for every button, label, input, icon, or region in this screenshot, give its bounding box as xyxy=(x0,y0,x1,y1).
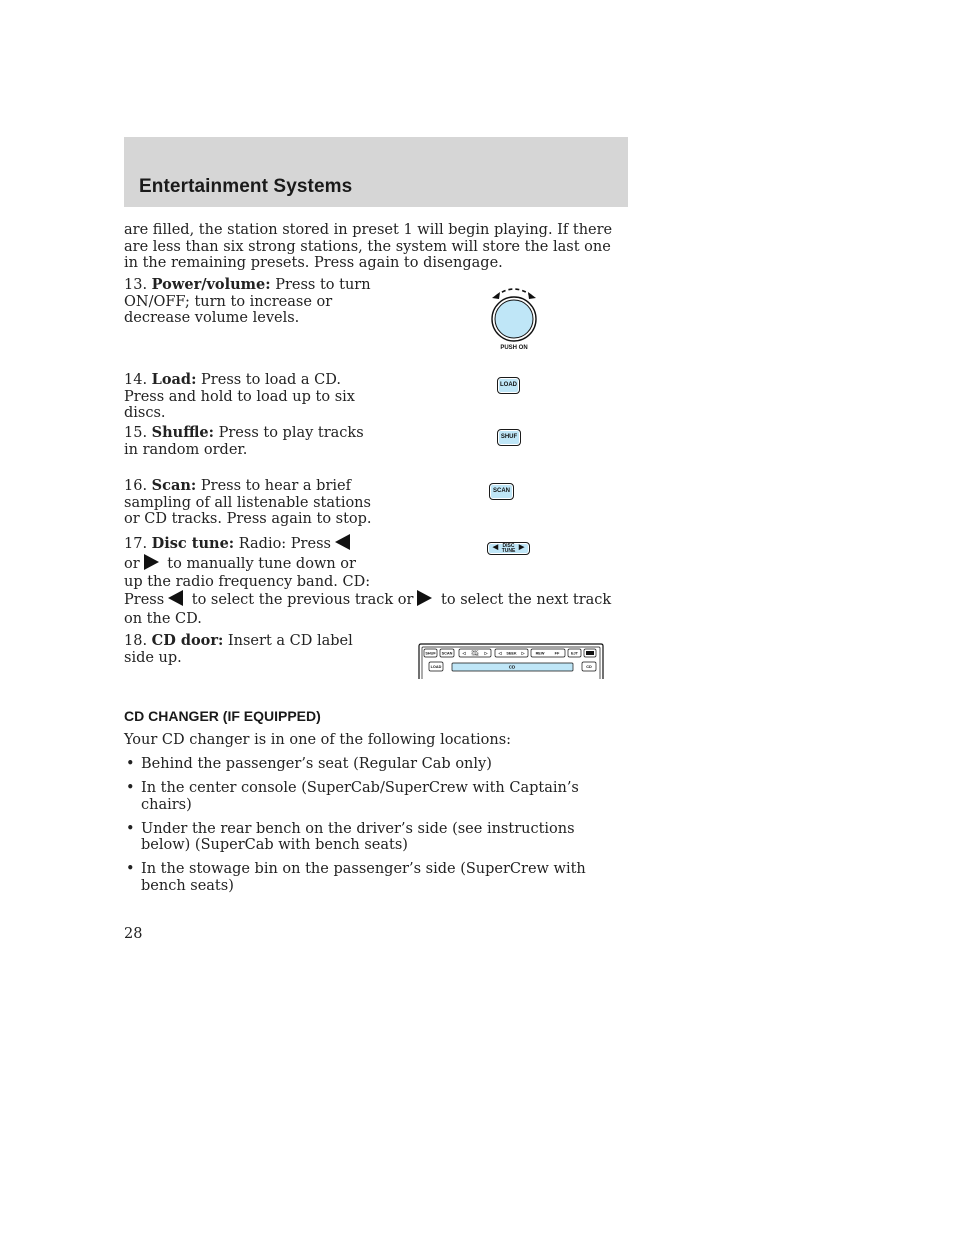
section-lead: Your CD changer is in one of the following locations: xyxy=(124,732,512,748)
cd-faceplate-icon xyxy=(418,643,604,679)
arrow-left-icon: ◀ xyxy=(492,544,499,552)
page-number: 28 xyxy=(124,926,143,942)
disc-tune-button-icon xyxy=(487,542,530,555)
item-text: to manually tune down or up the radio frequency band. CD: xyxy=(124,555,371,590)
item-scan xyxy=(124,478,376,528)
item-term: Load: xyxy=(151,371,197,388)
item-number: 18. xyxy=(124,633,148,649)
panel-slot-label: CD xyxy=(508,664,516,670)
item-text: or xyxy=(124,555,140,572)
item-term: Scan: xyxy=(151,477,197,494)
item-term: Disc tune: xyxy=(151,535,235,552)
item-term: CD door: xyxy=(151,632,224,649)
volume-knob-icon xyxy=(486,284,542,354)
panel-cd-label: CD xyxy=(586,664,592,669)
item-load xyxy=(124,372,376,422)
item-power-volume xyxy=(124,277,376,327)
item-text: Press to play tracks in random order. xyxy=(124,425,364,458)
item-text: Press to load a CD. Press and hold to load up to six discs. xyxy=(124,372,355,421)
svg-text:▷: ▷ xyxy=(484,651,488,656)
item-text: to select the next track on the CD. xyxy=(124,592,612,627)
list-item: • Under the rear bench on the driver’s side (see instructions below) (SuperCab with bench seats) xyxy=(124,821,614,854)
disc-label: DISC xyxy=(502,542,515,549)
item-disc-tune-cont xyxy=(124,590,624,629)
tune-label: TUNE xyxy=(501,547,516,554)
list-item: • In the stowage bin on the passenger’s side (SuperCrew with bench seats) xyxy=(124,861,614,894)
item-text: Insert a CD label side up. xyxy=(124,633,353,666)
page-title: Entertainment Systems xyxy=(139,176,353,197)
panel-disc-label: DISC xyxy=(471,649,479,654)
item-disc-tune xyxy=(124,534,374,592)
list-item: • Behind the passenger’s seat (Regular Cab only) xyxy=(124,756,614,773)
arrow-right-icon xyxy=(417,590,432,606)
panel-seek-label: SEEK xyxy=(506,651,517,656)
item-term: Shuffle: xyxy=(151,424,214,441)
location-list xyxy=(124,756,614,902)
intro-paragraph: are filled, the station stored in preset 1 will begin playing. If there are less than six strong stations, the system will store the last one in the remaining presets. Press again to disengage. xyxy=(124,222,613,271)
svg-text:◁: ◁ xyxy=(462,651,466,656)
shuffle-button-icon: SHUF xyxy=(497,429,521,446)
item-text: Press xyxy=(124,592,165,608)
panel-scan-label: SCAN xyxy=(441,651,453,656)
item-text: Radio: Press xyxy=(238,536,331,552)
item-text: Press to hear a brief sampling of all listenable stations or CD tracks. Press again to stop. xyxy=(124,478,372,527)
scan-button-icon: SCAN xyxy=(489,483,514,500)
item-number: 16. xyxy=(124,478,148,494)
panel-load-label: LOAD xyxy=(430,664,442,669)
item-shuffle xyxy=(124,425,376,458)
arrow-right-icon: ▶ xyxy=(518,544,525,552)
svg-text:◁: ◁ xyxy=(498,651,502,656)
knob-label: PUSH ON xyxy=(500,345,528,351)
item-number: 15. xyxy=(124,425,148,441)
arrow-left-icon xyxy=(335,534,350,550)
panel-eject-label: EJT xyxy=(571,651,578,656)
item-term: Power/volume: xyxy=(151,276,271,293)
panel-rew-label: REW xyxy=(535,651,545,656)
panel-shuf-label: SHUF xyxy=(425,651,436,656)
header-band xyxy=(124,137,628,207)
item-text: to select the previous track or xyxy=(191,592,414,608)
item-number: 13. xyxy=(124,277,148,293)
panel-ff-label: FF xyxy=(554,651,560,656)
item-text: Press to turn ON/OFF; turn to increase or decrease volume levels. xyxy=(124,277,371,326)
svg-text:▷: ▷ xyxy=(521,651,525,656)
item-number: 17. xyxy=(124,536,148,552)
item-number: 14. xyxy=(124,372,148,388)
arrow-right-icon xyxy=(144,554,159,570)
list-item: • In the center console (SuperCab/SuperCrew with Captain’s chairs) xyxy=(124,780,614,813)
item-cd-door xyxy=(124,633,376,666)
section-heading: CD CHANGER (IF EQUIPPED) xyxy=(124,708,321,724)
arrow-left-icon xyxy=(168,590,183,606)
panel-tune-label: TUNE xyxy=(471,652,479,657)
load-button-icon: LOAD xyxy=(497,377,520,394)
